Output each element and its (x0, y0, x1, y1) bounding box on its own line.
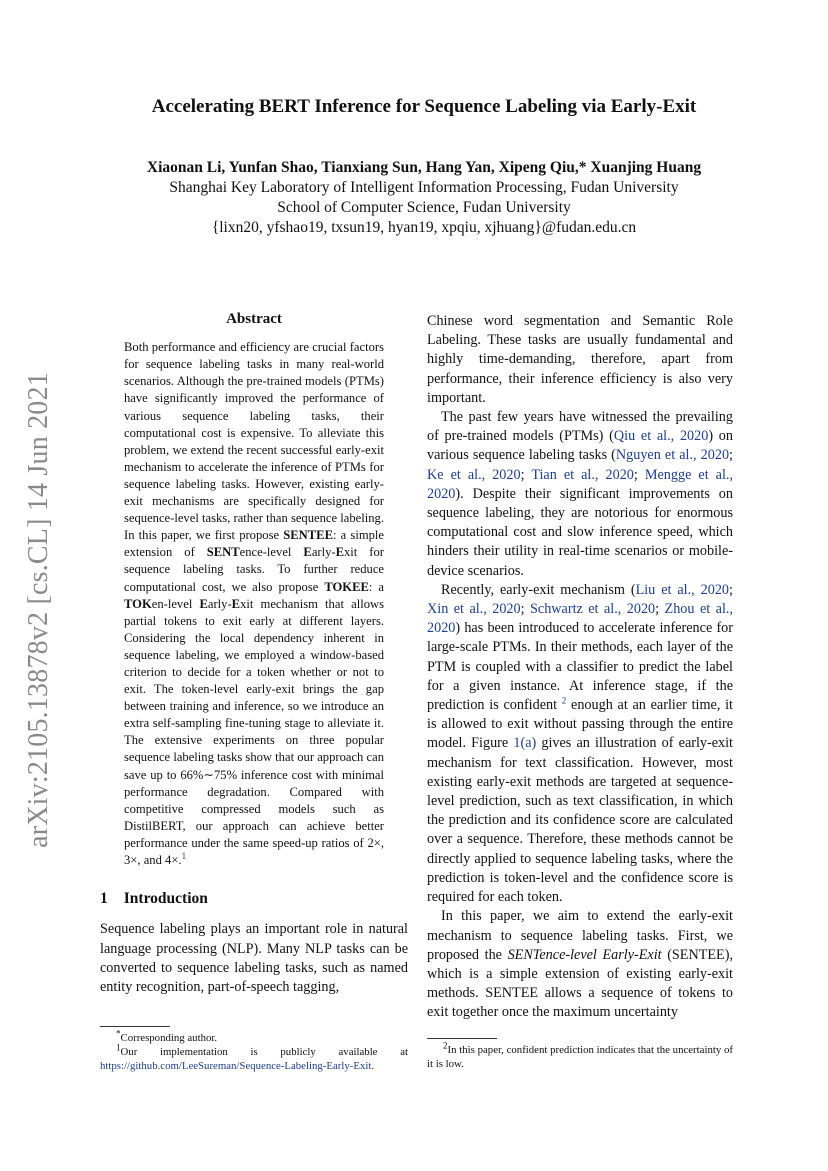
citation-nguyen[interactable]: Nguyen et al., 2020 (615, 447, 730, 464)
author-block (60, 158, 788, 238)
figure-ref[interactable]: 1(a) (513, 735, 537, 752)
left-footnotes (100, 1016, 408, 1073)
author-emails: {lixn20, yfshao19, txsun19, hyan19, xpqiu, xjhuang}@fudan.edu.cn (211, 219, 637, 236)
citation-liu[interactable]: Liu et al., 2020 (635, 581, 730, 598)
right-footnotes (427, 1028, 733, 1071)
tokee-name: TOKEE (324, 579, 369, 594)
citation-schwartz[interactable]: Schwartz et al., 2020 (530, 601, 656, 618)
intro-paragraph-3: Recently, early-exit mechanism (Liu et al., 2020; Xin et al., 2020; Schwartz et al., 2020; Zhou et al., 2020) has been introduced to accelerate inference for large-scale PTMs. In their methods, each layer of the PTM is coupled with a classifier to predict the label for a given instance. At inference stage, if the prediction is confident $^2$ enough at an earlier time, it is allowed to exit without passing through the entire model. Figure 1(a) gives an illustration of early-exit mechanism for text classification. However, most existing early-exit methods are targeted at sequence-level prediction, such as text classification, in which the prediction and its confidence score are calculated over a sequence. Therefore, these methods cannot be directly applied to sequence labeling tasks, where the prediction is token-level and the confidence score is required for each token. (427, 581, 733, 906)
footnote-2-marker[interactable]: 2 (561, 695, 567, 706)
right-column (427, 312, 733, 1023)
citation-qiu[interactable]: Qiu et al., 2020 (613, 428, 709, 445)
intro-paragraph-4: In this paper, we aim to extend the early-exit mechanism to sequence labeling tasks. First, we proposed the SENTence-level Early-Exit (SENTEE), which is a simple extension of existing early-exit methods. SENTEE allows a sequence of tokens to exit together once the maximum uncertainty (427, 908, 733, 1021)
author-names: Xiaonan Li, Yunfan Shao, Tianxiang Sun, Hang Yan, Xipeng Qiu,* Xuanjing Huang (146, 159, 702, 176)
footnote-1-marker[interactable]: 1 (181, 850, 187, 861)
footnote-1: $^1$Our implementation is publicly available at https://github.com/LeeSureman/Sequence-Labeling-Early-Exit. (100, 1042, 408, 1072)
arxiv-stamp (22, 370, 56, 850)
affiliation-1: Shanghai Key Laboratory of Intelligent Information Processing, Fudan University (169, 179, 679, 196)
arxiv-id: arXiv:2105.13878v2 [cs.CL] 14 Jun 2021 (23, 372, 54, 848)
github-link[interactable]: https://github.com/LeeSureman/Sequence-Labeling-Early-Exit (100, 1060, 372, 1072)
citation-tian[interactable]: Tian et al., 2020 (531, 466, 634, 483)
citation-xin[interactable]: Xin et al., 2020 (427, 601, 521, 618)
citation-mengge[interactable]: Mengge et al., 2020 (427, 466, 734, 502)
citation-ke[interactable]: Ke et al., 2020 (427, 466, 521, 483)
intro-paragraph-1: Chinese word segmentation and Semantic Role Labeling. These tasks are usually fundamental and highly time-demanding, therefore, apart from performance, their inference efficiency is also very important. (427, 313, 733, 406)
citation-zhou[interactable]: Zhou et al., 2020 (427, 601, 733, 637)
affiliation-2: School of Computer Science, Fudan University (277, 199, 571, 216)
abstract-heading: Abstract (226, 311, 282, 327)
footnote-rule (427, 1038, 497, 1039)
section-heading-introduction: 1 Introduction (100, 890, 208, 908)
intro-paragraph-left: Sequence labeling plays an important role in natural language processing (NLP). Many NLP tasks can be converted to sequence labeling tasks, such as named entity recognition, part-of-speech tagging, (100, 921, 408, 995)
sentee-name: SENTEE (283, 528, 333, 543)
footnote-rule (100, 1026, 170, 1027)
paper-title: Accelerating BERT Inference for Sequence Labeling via Early-Exit (151, 96, 697, 117)
footnote-2: $^2$In this paper, confident prediction indicates that the uncertainty of it is low. (427, 1040, 733, 1070)
intro-paragraph-2: The past few years have witnessed the prevailing of pre-trained models (PTMs) (Qiu et al., 2020) on various sequence labeling tasks (Nguyen et al., 2020; Ke et al., 2020; Tian et al., 2020; Mengge et al., 2020). Despite their significant improvements on sequence labeling, they are notorious for enormous computational cost and slow inference speed, which hinders their utility in real-time scenarios or mobile-device scenarios. (427, 409, 734, 579)
abstract-text: Both performance and efficiency are crucial factors for sequence labeling tasks in many real-world scenarios. Although the pre-trained models (PTMs) have significantly improved the performance of various sequence labeling tasks, their computational cost is expensive. To alleviate this problem, we extend the recent successful early-exit mechanism to accelerate the inference of PTMs for sequence labeling tasks. However, existing early-exit mechanisms are specifically designed for sequence-level tasks, rather than sequence labeling. In this paper, we first propose SENTEE: a simple extension of SENTence-level Early-Exit for sequence labeling tasks. To further reduce computational cost, we also propose TOKEE: a TOKen-level Early-Exit mechanism that allows partial tokens to exit early at different layers. Considering the local dependency inherent in sequence labeling, we employed a window-based criterion to decide for a token whether or not to exit. The token-level early-exit brings the gap between training and inference, so we introduce an extra self-sampling fine-tuning stage to alleviate it. The extensive experiments on three popular sequence labeling tasks show that our approach can save up to 66%∼75% inference cost with minimal performance degradation. Compared with competitive compressed models such as DistilBERT, our approach can achieve better performance under the same speed-up ratios of 2×, 3×, and 4×.$^1$ (124, 340, 385, 868)
footnote-corresponding: *Corresponding author. (116, 1028, 218, 1044)
left-column (100, 310, 408, 997)
